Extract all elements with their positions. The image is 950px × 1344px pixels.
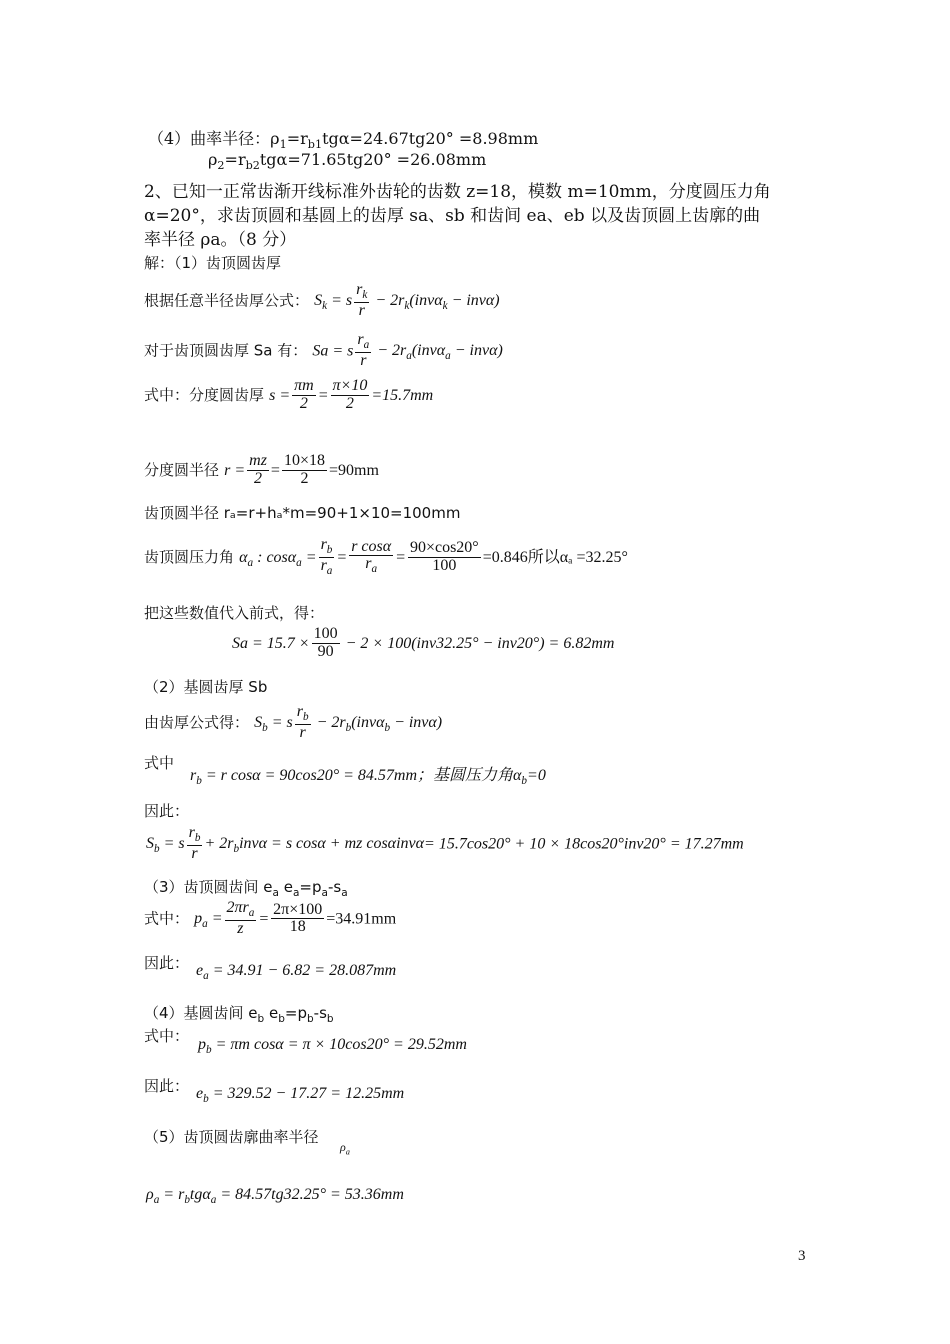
tip-radius-line: 齿顶圆半径 rₐ=r+hₐ*m=90+1×10=100mm	[144, 504, 461, 522]
page-number: 3	[798, 1248, 806, 1264]
pa-formula: 式中： $p_a$ = $2\pi r_a$ z = $\frac{2\pi\times 100}{18}$ =34.91mm	[144, 899, 397, 937]
section-1-heading: 解：（1）齿顶圆齿厚	[144, 254, 282, 272]
substitute-label: 把这些数值代入前式，得：	[144, 604, 325, 622]
top-line-1: （4）曲率半径：$\rho_1=r_{b1}tg\alpha=24.67tg20^\circ =8.98mm$	[148, 129, 539, 152]
sb-formula: 由齿厚公式得： $S_b = s$ $\frac{r_b}{r}$ − $2r_b(inv\alpha_b - inv\alpha)$	[144, 703, 443, 741]
sa-result: Sa = 15.7 × $\frac{100}{90}$ − 2 × 100(inv32.25° − inv20°) = 6.82mm	[232, 625, 615, 660]
section-3-heading: （3）齿顶圆齿间 $e_a$ $e_a=p_a-s_a$	[144, 878, 348, 899]
problem-line-1: 2、已知一正常齿渐开线标准外齿轮的齿数 z=18，模数 m=10mm，分度圆压力角	[144, 182, 771, 202]
pitch-radius: 分度圆半径 r = $\frac{mz}{2}$ = $\frac{10\times 18}{2}$ =90mm	[144, 452, 379, 487]
section-4-heading: （4）基圆齿间 $e_b$ $e_b=p_b-s_b$	[144, 1004, 334, 1025]
s3-hence: 因此：	[144, 954, 190, 972]
sa-formula: 对于齿顶圆齿厚 Sa 有： Sa = s $\frac{r_a}{r}$ − $2r_a(inv\alpha_a - inv\alpha)$	[144, 331, 503, 369]
pitch-thickness: 式中：分度圆齿厚 s = $\frac{\pi m}{2}$ = $\frac{\pi\times 10}{2}$ =15.7mm	[144, 377, 434, 412]
tip-pressure-angle: 齿顶圆压力角 $\alpha_a$ : cosα$_a$ = $\frac{r_b}{r_a}$ = $\frac{\text{r cosα}}{r_a}$ = $\frac{90\times\cos 20^\circ}{100}$ =0.846所以αₐ =32.25°	[144, 536, 628, 578]
s4-where: 式中：	[144, 1027, 190, 1045]
base-radius: $r_b = r$ cosα = 90cos20° = 84.57mm；基圆压力角$\alpha_b=0$	[190, 767, 546, 788]
rho-a-result: $\rho_a = r_btg\alpha_a = 84.57tg32.25^\circ = 53.36mm$	[146, 1186, 404, 1207]
top-line-2: $\rho_2=r_{b2}tg\alpha=71.65tg20^\circ =26.08mm$	[208, 150, 487, 173]
problem-line-2: α=20°，求齿顶圆和基圆上的齿厚 sa、sb 和齿间 ea、eb 以及齿顶圆上齿廓的曲	[144, 206, 761, 226]
s4-hence: 因此：	[144, 1077, 190, 1095]
eb-result: $e_b = 329.52 - 17.27 = 12.25mm$	[196, 1085, 405, 1106]
problem-line-3: 率半径 ρa。（8 分）	[144, 230, 297, 250]
section-2-heading: （2）基圆齿厚 Sb	[144, 678, 268, 696]
s2-hence: 因此：	[144, 802, 190, 820]
rho-a-symbol: $\rho_a$	[340, 1140, 350, 1157]
sb-result: $S_b = s$ $\frac{r_b}{r}$ + $2r_binv\alpha = s$ cosα + mz cosαinvα= 15.7cos20° + 10 × 18cos20°inv20° = 17.27mm	[146, 824, 744, 862]
pb-formula: $p_b = \pi m$ cosα = π × 10cos20° = 29.52mm	[198, 1036, 467, 1057]
general-thickness-formula: 根据任意半径齿厚公式： $S_k = s$ $\frac{r_k}{r}$ − $2r_k(inv\alpha_k - inv\alpha)$	[144, 281, 500, 319]
s2-where: 式中	[144, 754, 175, 772]
section-5-heading: （5）齿顶圆齿廓曲率半径	[144, 1128, 319, 1146]
ea-result: $e_a = 34.91 - 6.82 = 28.087mm$	[196, 962, 397, 983]
